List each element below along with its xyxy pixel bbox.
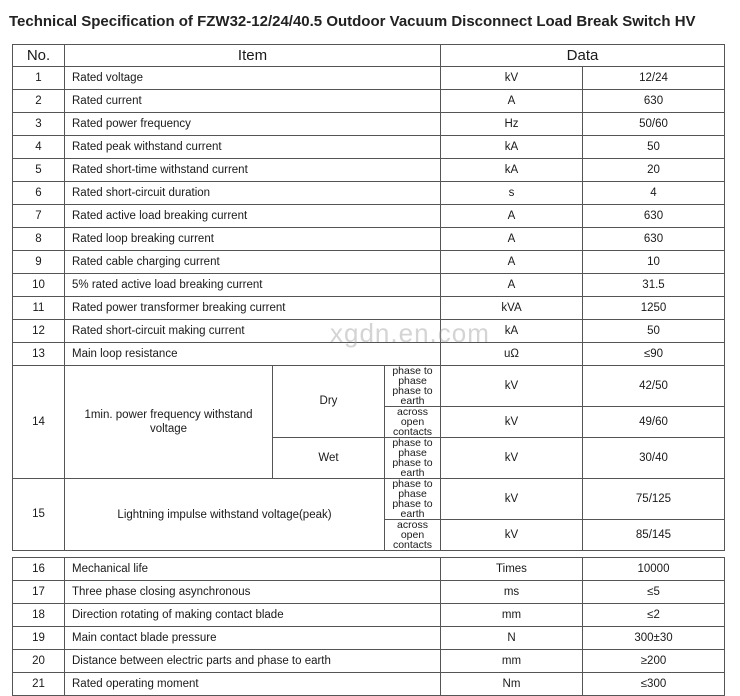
- table-row: [13, 90, 725, 113]
- table-row: [13, 650, 725, 673]
- row-item: Rated short-circuit duration: [65, 182, 441, 205]
- table-row: [13, 673, 725, 696]
- row-unit: kV: [441, 67, 583, 90]
- row-no: 7: [13, 205, 65, 228]
- table-body-bottom: [13, 558, 725, 696]
- row-value-1: 630: [583, 205, 725, 228]
- row-no: 3: [13, 113, 65, 136]
- row-value-1: 630: [583, 228, 725, 251]
- row-value-1: 50: [583, 320, 725, 343]
- row-no: 1: [13, 67, 65, 90]
- row-value-1: 10: [583, 251, 725, 274]
- table-row: [13, 320, 725, 343]
- table-row: [13, 251, 725, 274]
- row-value-1: 75/125: [583, 479, 725, 520]
- gap-cell: [13, 551, 725, 558]
- row-item: Rated current: [65, 90, 441, 113]
- row-value-1: 42/50: [583, 366, 725, 407]
- table-row: [13, 274, 725, 297]
- row-item: Rated operating moment: [65, 673, 441, 696]
- row-item: Rated loop breaking current: [65, 228, 441, 251]
- row-unit: kV: [441, 438, 583, 479]
- row-item: Rated short-time withstand current: [65, 159, 441, 182]
- row-no: 15: [13, 479, 65, 551]
- table-body-top: [13, 67, 725, 366]
- row-unit: kV: [441, 407, 583, 438]
- row-no: 9: [13, 251, 65, 274]
- spec-table: [12, 44, 725, 696]
- sub-label: across open contacts: [385, 520, 441, 551]
- table-row: [13, 627, 725, 650]
- table-row: [13, 67, 725, 90]
- row-value-1: 85/145: [583, 520, 725, 551]
- table-row: [13, 136, 725, 159]
- row-no: 6: [13, 182, 65, 205]
- row-no: 2: [13, 90, 65, 113]
- row-unit: Times: [441, 558, 583, 581]
- row-unit: N: [441, 627, 583, 650]
- row-value-1: 20: [583, 159, 725, 182]
- row-item: Rated power frequency: [65, 113, 441, 136]
- row-unit: A: [441, 228, 583, 251]
- row-item: Main contact blade pressure: [65, 627, 441, 650]
- table-row: [13, 297, 725, 320]
- table-row: [13, 581, 725, 604]
- row-unit: kVA: [441, 297, 583, 320]
- row-value-1: 4: [583, 182, 725, 205]
- header-no: No.: [13, 45, 65, 67]
- row-value-1: 10000: [583, 558, 725, 581]
- row-no: 13: [13, 343, 65, 366]
- row-no: 12: [13, 320, 65, 343]
- sub-label: phase to phase phase to earth: [385, 438, 441, 479]
- row-no: 21: [13, 673, 65, 696]
- table-row: [13, 479, 725, 520]
- row-no: 18: [13, 604, 65, 627]
- sub-label: phase to phase phase to earth: [385, 366, 441, 407]
- row-unit: kV: [441, 520, 583, 551]
- row-value-1: 50/60: [583, 113, 725, 136]
- row-value-1: ≤2: [583, 604, 725, 627]
- row-value-1: ≤300: [583, 673, 725, 696]
- row-no: 5: [13, 159, 65, 182]
- watermark: xgdn.en.com: [330, 318, 490, 348]
- row-unit: kV: [441, 479, 583, 520]
- row-no: 10: [13, 274, 65, 297]
- sub-label: phase to phase phase to earth: [385, 479, 441, 520]
- sub-label: across open contacts: [385, 407, 441, 438]
- row-no: 16: [13, 558, 65, 581]
- row-item: 5% rated active load breaking current: [65, 274, 441, 297]
- row-value-1: 12/24: [583, 67, 725, 90]
- table-row: [13, 159, 725, 182]
- row-unit: s: [441, 182, 583, 205]
- row-item: Lightning impulse withstand voltage(peak): [65, 479, 385, 551]
- row-unit: ms: [441, 581, 583, 604]
- header-item: Item: [65, 45, 441, 67]
- row-unit: kA: [441, 136, 583, 159]
- row-item: Rated cable charging current: [65, 251, 441, 274]
- row-unit: A: [441, 274, 583, 297]
- row-item: Rated power transformer breaking current: [65, 297, 441, 320]
- row-no: 17: [13, 581, 65, 604]
- table-gap-row: [13, 551, 725, 558]
- row-value-1: 49/60: [583, 407, 725, 438]
- row-value-1: 31.5: [583, 274, 725, 297]
- table-row: [13, 113, 725, 136]
- row-item: Direction rotating of making contact blade: [65, 604, 441, 627]
- row-value-1: ≤5: [583, 581, 725, 604]
- row-item: Distance between electric parts and phase to earth: [65, 650, 441, 673]
- row-value-1: 300±30: [583, 627, 725, 650]
- table-row: [13, 366, 725, 407]
- table-row: [13, 604, 725, 627]
- row-value-1: 1250: [583, 297, 725, 320]
- table-row: [13, 343, 725, 366]
- row-unit: mm: [441, 650, 583, 673]
- dry-label: Dry: [273, 366, 385, 438]
- row-unit: mm: [441, 604, 583, 627]
- row-item: 1min. power frequency withstand voltage: [65, 366, 273, 479]
- table-body-voltage: [13, 366, 725, 558]
- row-item: Rated voltage: [65, 67, 441, 90]
- wet-label: Wet: [273, 438, 385, 479]
- row-unit: uΩ: [441, 343, 583, 366]
- row-item: Rated short-circuit making current: [65, 320, 441, 343]
- page-title: Technical Specification of FZW32-12/24/40.5 Outdoor Vacuum Disconnect Load Break Switch HV: [9, 13, 696, 30]
- row-value-1: ≤90: [583, 343, 725, 366]
- row-no: 20: [13, 650, 65, 673]
- table-row: [13, 205, 725, 228]
- row-item: Rated peak withstand current: [65, 136, 441, 159]
- row-item: Main loop resistance: [65, 343, 441, 366]
- table-row: [13, 228, 725, 251]
- row-no: 4: [13, 136, 65, 159]
- table-row: [13, 558, 725, 581]
- row-unit: Nm: [441, 673, 583, 696]
- row-unit: kA: [441, 159, 583, 182]
- row-value-1: ≥200: [583, 650, 725, 673]
- table-row: [13, 182, 725, 205]
- row-unit: A: [441, 205, 583, 228]
- row-no: 11: [13, 297, 65, 320]
- row-unit: kA: [441, 320, 583, 343]
- row-value-1: 50: [583, 136, 725, 159]
- row-unit: A: [441, 90, 583, 113]
- row-unit: A: [441, 251, 583, 274]
- row-unit: kV: [441, 366, 583, 407]
- row-no: 8: [13, 228, 65, 251]
- row-value-1: 30/40: [583, 438, 725, 479]
- row-item: Rated active load breaking current: [65, 205, 441, 228]
- row-item: Mechanical life: [65, 558, 441, 581]
- row-value-1: 630: [583, 90, 725, 113]
- row-unit: Hz: [441, 113, 583, 136]
- row-no: 19: [13, 627, 65, 650]
- row-no: 14: [13, 366, 65, 479]
- header-data: Data: [441, 45, 725, 67]
- row-item: Three phase closing asynchronous: [65, 581, 441, 604]
- table-header-row: [13, 45, 725, 67]
